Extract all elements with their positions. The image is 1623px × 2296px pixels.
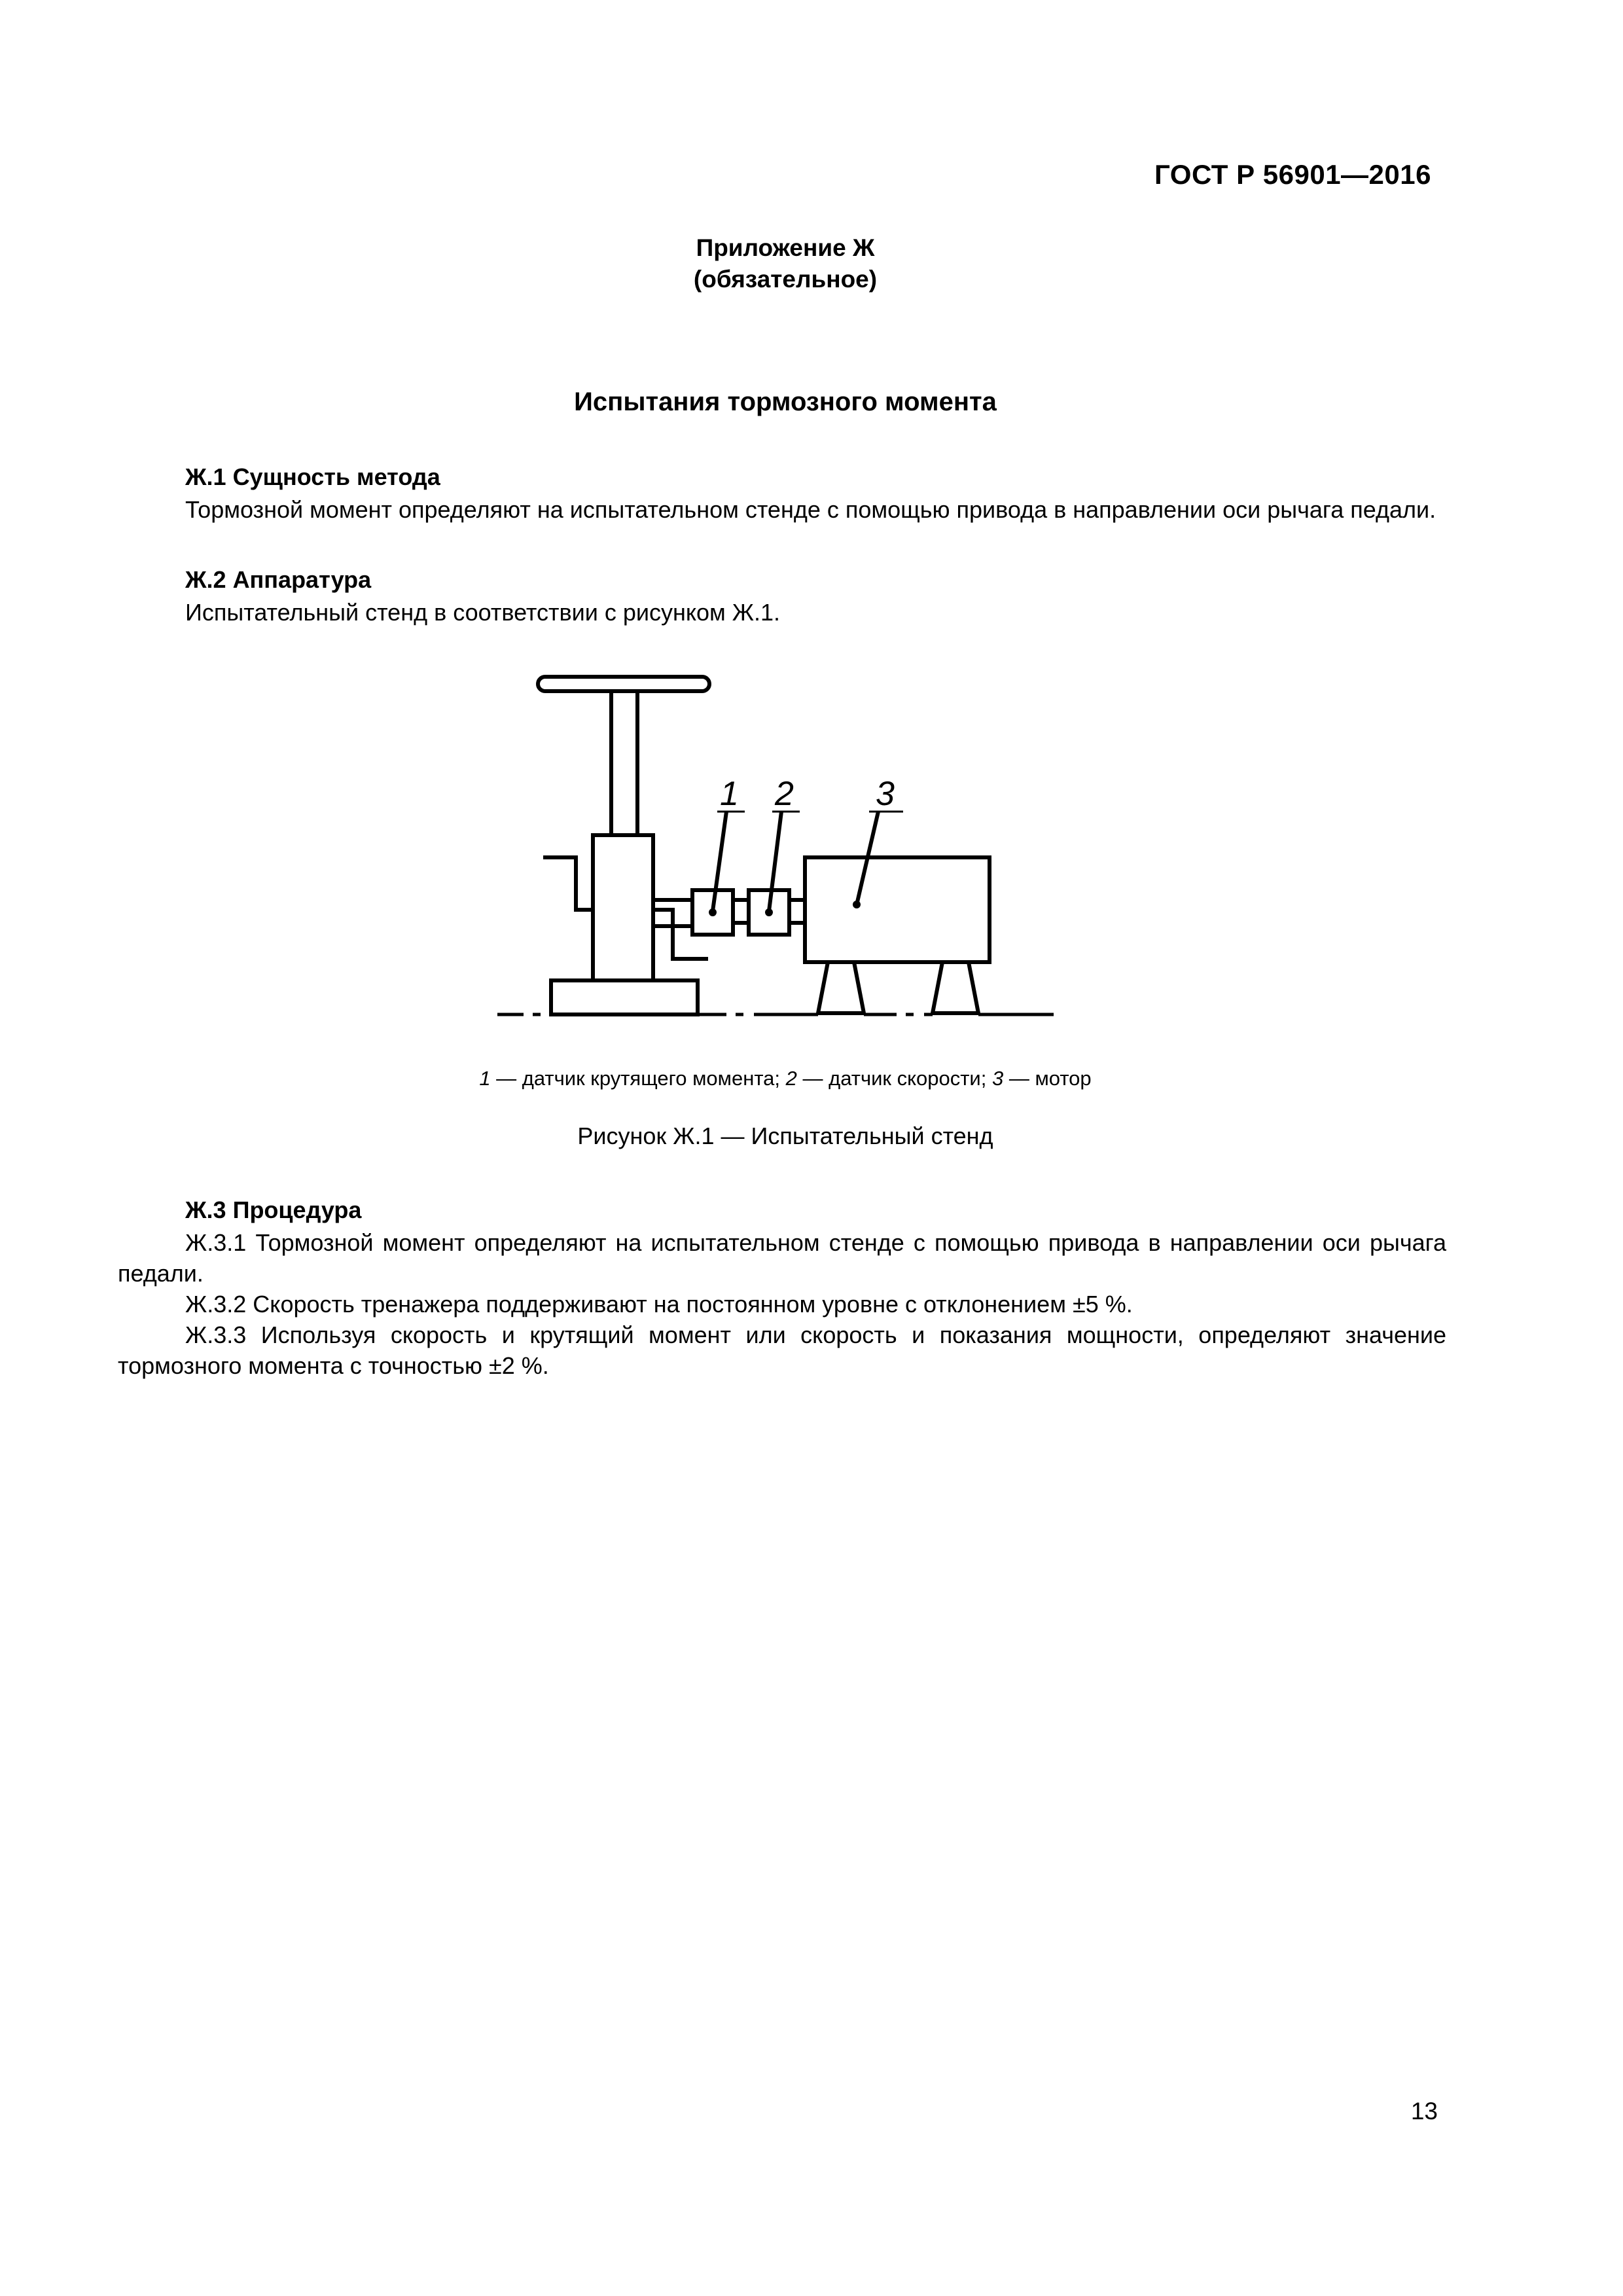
label-1: 1 <box>720 775 739 813</box>
heading-method: Ж.1 Сущность метода <box>185 463 440 490</box>
heading-procedure: Ж.3 Процедура <box>185 1196 362 1223</box>
annex-heading <box>0 232 1571 295</box>
label-2: 2 <box>775 775 794 813</box>
leader-1 <box>713 812 726 911</box>
legend-text-2: — датчик скорости; <box>796 1067 992 1090</box>
paragraph-procedure-1: Ж.3.1 Тормозной момент определяют на испытательном стенде с помощью привода в направлении оси рычага педали. <box>118 1229 1446 1287</box>
legend-text-1: — датчик крутящего момента; <box>490 1067 786 1090</box>
label-3: 3 <box>876 775 895 813</box>
legend-num-3: 3 <box>991 1067 1004 1090</box>
paragraph-procedure-2: Ж.3.2 Скорость тренажера поддерживают на постоянном уровне с отклонением ±5 %. <box>185 1291 1133 1318</box>
heading-apparatus: Ж.2 Аппаратура <box>185 566 372 593</box>
bench-base <box>551 980 698 1014</box>
legend-num-2: 2 <box>785 1067 797 1090</box>
left-bracket-line <box>543 857 593 910</box>
pedal-lever-body <box>593 835 653 980</box>
page-number: 13 <box>1410 2098 1438 2125</box>
pedal-plate <box>538 677 709 691</box>
pedal-shaft <box>611 691 637 835</box>
leader-2 <box>769 812 781 911</box>
legend-num-1: 1 <box>479 1067 491 1090</box>
annex-title: Приложение Ж <box>696 234 875 261</box>
document-id: ГОСТ Р 56901—2016 <box>1154 159 1431 190</box>
legend-text-3: — мотор <box>1003 1067 1092 1090</box>
motor-housing <box>805 857 990 962</box>
motor-leg-right <box>933 962 978 1013</box>
paragraph-method: Тормозной момент определяют на испытательном стенде с помощью привода в направлении оси рычага педали. <box>185 496 1436 523</box>
figure-legend <box>0 1067 1571 1090</box>
figure-caption: Рисунок Ж.1 — Испытательный стенд <box>577 1122 993 1149</box>
annex-status: (обязательное) <box>693 266 878 293</box>
paragraph-apparatus: Испытательный стенд в соответствии с рисунком Ж.1. <box>185 599 781 626</box>
motor-leg-left <box>818 962 864 1013</box>
paragraph-procedure-3: Ж.3.3 Используя скорость и крутящий момент или скорость и показания мощности, определяют значение тормозного момента с точностью ±2 %. <box>118 1321 1446 1379</box>
section-title: Испытания тормозного момента <box>574 387 997 416</box>
test-bench-figure <box>497 668 1060 1034</box>
